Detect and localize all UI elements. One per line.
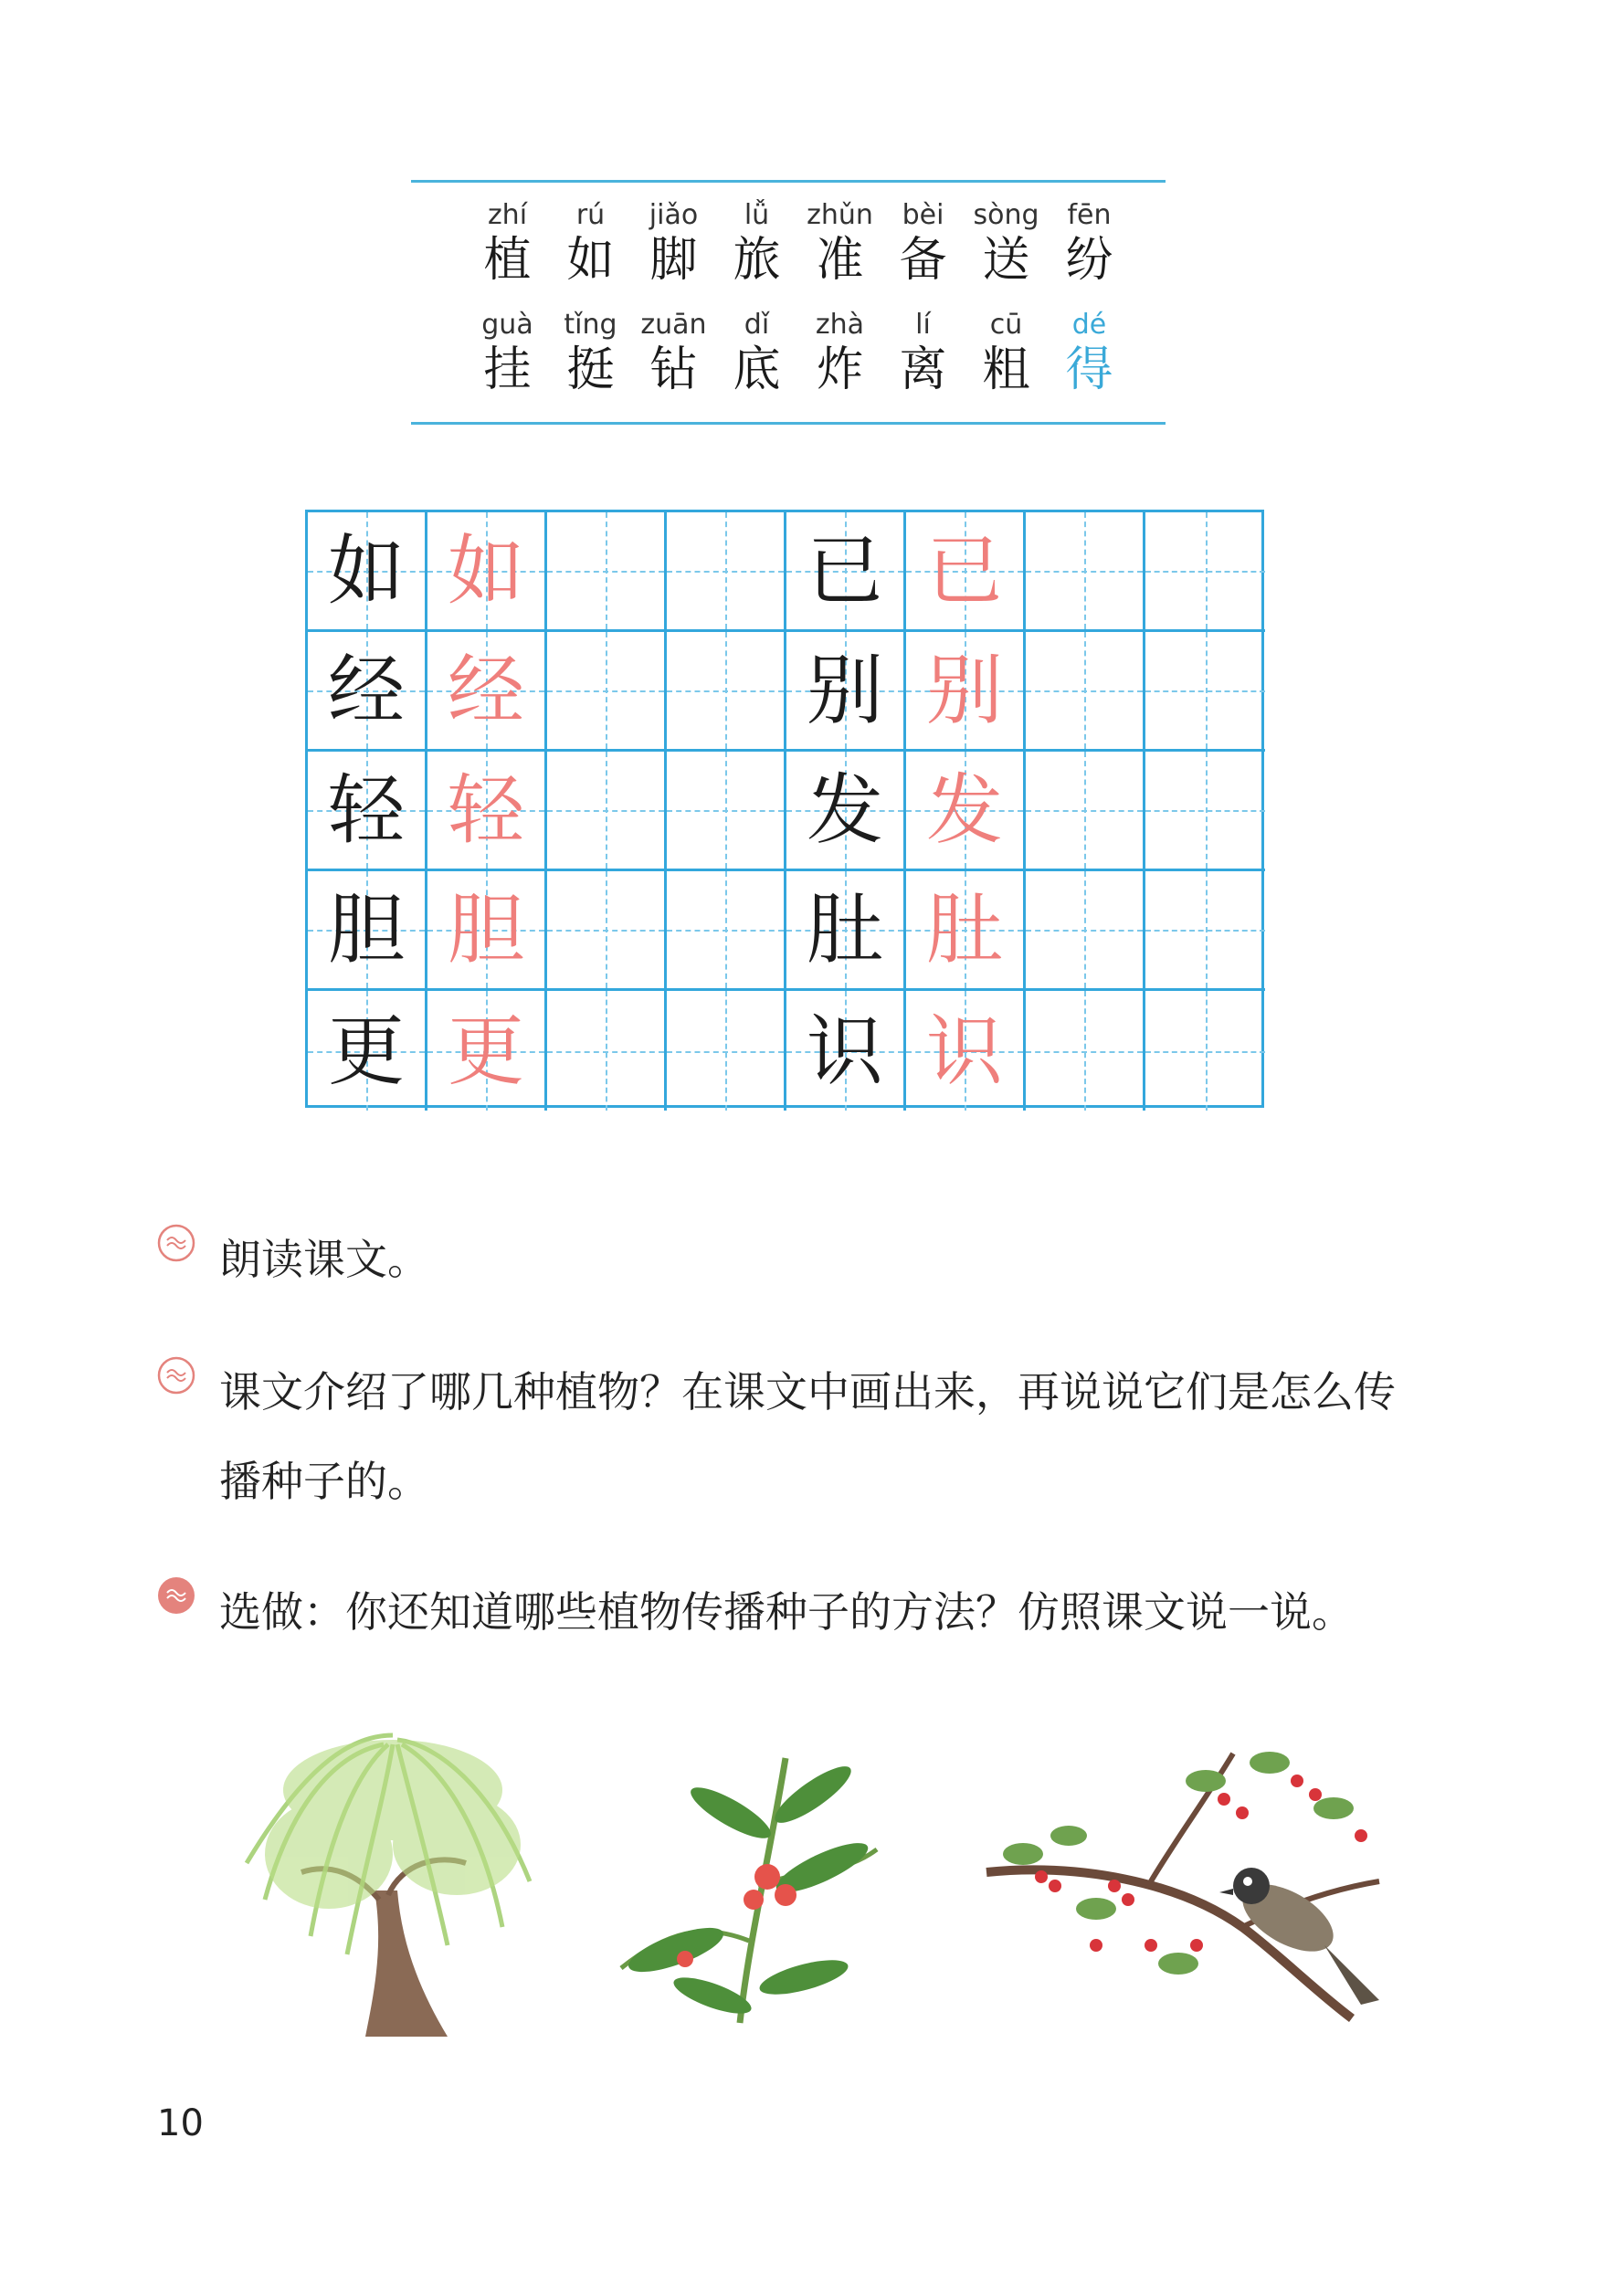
trace-character: 更 [447,1006,524,1096]
trace-character: 轻 [447,765,524,855]
vocab-item: guà 挂 [481,309,533,397]
model-character: 更 [327,1006,405,1096]
question-text: 朗读课文。 [219,1235,429,1284]
grid-cell [427,752,547,871]
question-text: 选做：你还知道哪些植物传播种子的方法？仿照课文说一说。 [219,1587,1354,1637]
grid-cell [1145,752,1265,871]
grid-cell [1145,632,1265,752]
model-character: 别 [806,646,883,735]
model-character: 已 [806,526,883,616]
grid-guide-vertical [606,752,607,869]
grid-guide-vertical [1084,512,1086,629]
trace-character: 胆 [447,885,524,974]
writing-grid [305,510,1264,1108]
grid-cell [1145,871,1265,991]
grid-cell [1026,752,1145,871]
question-2 [157,1347,1434,1526]
model-character: 识 [806,1006,883,1096]
trace-character: 肚 [925,885,1003,974]
grid-guide-vertical [606,991,607,1111]
page-number: 10 [157,2102,204,2144]
grid-guide-vertical [1206,632,1208,749]
top-rule [411,180,1166,183]
vocab-item: jiǎo 脚 [649,199,699,288]
vocab-item: zhà 炸 [815,309,865,397]
seal-bullet-filled-icon [157,1576,195,1615]
vocab-item: lí 离 [899,309,947,397]
model-character: 如 [327,526,405,616]
grid-cell [1026,871,1145,991]
grid-guide-vertical [725,752,727,869]
grid-guide-vertical [606,871,607,988]
vocab-item: rú 如 [566,199,615,288]
grid-guide-vertical [1206,752,1208,869]
grid-cell [786,512,906,632]
grid-cell [906,991,1026,1111]
model-character: 经 [327,646,405,735]
question-1 [157,1215,1434,1304]
grid-cell [308,991,427,1111]
grid-cell [906,752,1026,871]
grid-cell [786,991,906,1111]
willow-tree-illustration [228,1717,557,2046]
grid-cell [667,632,786,752]
vocab-row-2 [466,309,1131,398]
grid-cell [786,871,906,991]
seal-bullet-icon [157,1356,195,1395]
grid-cell [1026,991,1145,1111]
grid-cell [786,632,906,752]
grid-guide-vertical [1084,991,1086,1111]
trace-character: 别 [925,646,1003,735]
vocab-item: zhí 植 [483,199,532,288]
grid-guide-vertical [606,512,607,629]
grid-guide-vertical [1084,752,1086,869]
vocab-item: zuān 钻 [640,309,707,397]
grid-cell [1026,632,1145,752]
trace-character: 已 [925,526,1003,616]
question-3 [157,1567,1434,1657]
grid-cell [1026,512,1145,632]
vocab-row-1 [466,199,1131,289]
grid-cell [667,871,786,991]
vocab-item: dǐ 底 [733,309,781,397]
vocab-item: fēn 纷 [1065,199,1113,288]
grid-cell [547,991,667,1111]
grid-guide-vertical [606,632,607,749]
balsam-plant-illustration [594,1740,895,2032]
bottom-rule [411,422,1166,425]
vocab-item: bèi 备 [899,199,947,288]
trace-character: 识 [925,1006,1003,1096]
grid-guide-vertical [1084,632,1086,749]
grid-cell [906,871,1026,991]
grid-cell [427,991,547,1111]
grid-cell [308,871,427,991]
model-character: 轻 [327,765,405,855]
grid-cell [667,512,786,632]
grid-guide-vertical [725,991,727,1111]
question-text: 课文介绍了哪几种植物？在课文中画出来，再说说它们是怎么传播种子的。 [219,1367,1396,1506]
grid-cell [547,871,667,991]
grid-cell [427,871,547,991]
vocab-item: tǐng 挺 [564,309,617,397]
model-character: 胆 [327,885,405,974]
vocab-item-highlighted: dé 得 [1065,309,1113,397]
grid-guide-vertical [1206,871,1208,988]
grid-guide-vertical [1206,991,1208,1111]
trace-character: 发 [925,765,1003,855]
grid-cell [427,512,547,632]
grid-guide-vertical [725,512,727,629]
vocab-item: zhǔn 准 [807,199,873,288]
grid-cell [547,632,667,752]
grid-guide-vertical [1084,871,1086,988]
trace-character: 如 [447,526,524,616]
seal-bullet-icon [157,1224,195,1262]
vocab-item: sòng 送 [973,199,1039,288]
grid-cell [308,512,427,632]
trace-character: 经 [447,646,524,735]
grid-cell [667,991,786,1111]
grid-cell [906,632,1026,752]
grid-cell [308,752,427,871]
bird-on-berry-branch-illustration [968,1726,1425,2055]
model-character: 发 [806,765,883,855]
grid-cell [547,752,667,871]
grid-cell [786,752,906,871]
grid-guide-vertical [725,871,727,988]
grid-cell [667,752,786,871]
grid-cell [1145,991,1265,1111]
vocab-item: cū 粗 [982,309,1030,397]
grid-cell [547,512,667,632]
grid-guide-vertical [725,632,727,749]
grid-cell [427,632,547,752]
grid-cell [1145,512,1265,632]
vocab-item: lǚ 旅 [733,199,781,288]
grid-cell [906,512,1026,632]
grid-guide-vertical [1206,512,1208,629]
grid-cell [308,632,427,752]
model-character: 肚 [806,885,883,974]
